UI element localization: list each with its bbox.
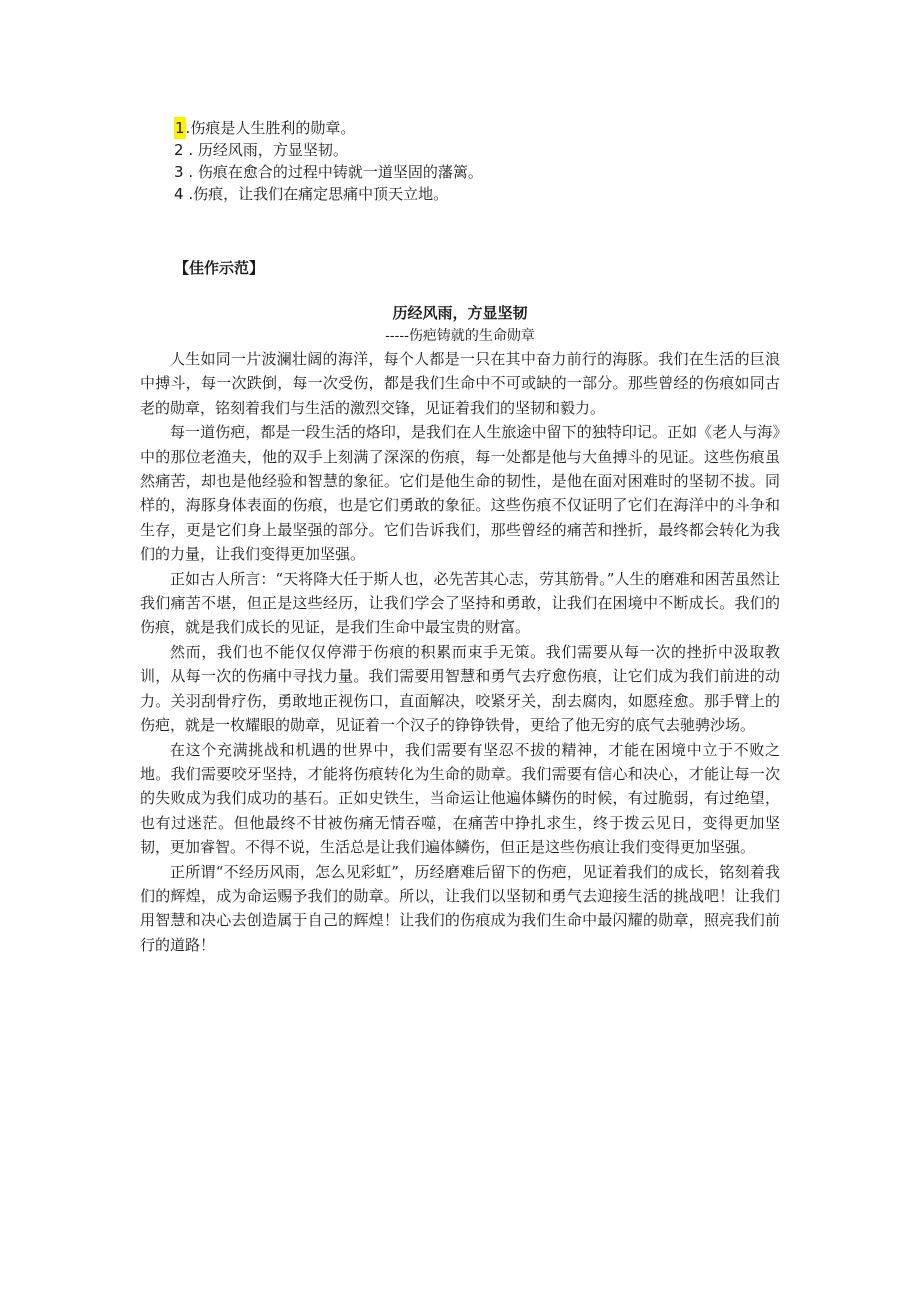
- list-item: [174, 117, 734, 139]
- item-number-highlighted: 1: [175, 119, 185, 137]
- essay-paragraph: 人生如同一片波澜壮阔的海洋，每个人都是一只在其中奋力前行的海豚。我们在生活的巨浪中搏斗，每一次跌倒，每一次受伤，都是我们生命中不可或缺的一部分。那些曾经的伤痕如同古老的勋章，铭刻着我们与生活的激烈交锋，见证着我们的坚韧和毅力。: [140, 350, 780, 417]
- essay-title: 历经风雨，方显坚韧: [392, 304, 528, 322]
- list-item: [174, 139, 734, 161]
- list-item: [174, 161, 734, 183]
- item-text: .伤痕，让我们在痛定思痛中顶天立地。: [183, 185, 449, 203]
- essay-body: [140, 347, 780, 957]
- item-number: 2: [174, 141, 184, 159]
- essay-paragraph: 在这个充满挑战和机遇的世界中，我们需要有坚忍不拔的精神，才能在困境中立于不败之地。我们需要咬牙坚持，才能将伤痕转化为生命的勋章。我们需要有信心和决心，才能让每一次的失败成为我们成功的基石。正如史铁生，当命运让他遍体鳞伤的时候，有过脆弱，有过绝望，也有过迷茫。但他最终不甘被伤痛无情吞噬，在痛苦中挣扎求生，终于拨云见日，变得更加坚韧，更加睿智。不得不说，生活总是让我们遍体鳞伤，但正是这些伤痕让我们变得更加坚强。: [140, 740, 780, 857]
- item-text: . 历经风雨，方显坚韧。: [183, 141, 348, 159]
- essay-paragraph: 正所谓“不经历风雨，怎么见彩虹”，历经磨难后留下的伤疤，见证着我们的成长，铭刻着我们的辉煌，成为命运赐予我们的勋章。所以，让我们以坚韧和勇气去迎接生活的挑战吧！让我们用智慧和决心去创造属于自己的辉煌！让我们的伤痕成为我们生命中最闪耀的勋章，照亮我们前行的道路！: [140, 862, 780, 954]
- item-number: 3: [174, 163, 184, 181]
- item-text: . 伤痕在愈合的过程中铸就一道坚固的藩篱。: [183, 163, 483, 181]
- item-text: .伤痕是人生胜利的勋章。: [185, 119, 356, 137]
- essay-paragraph: 每一道伤疤，都是一段生活的烙印，是我们在人生旅途中留下的独特印记。正如《老人与海》中的那位老渔夫，他的双手上刻满了深深的伤痕，每一处都是他与大鱼搏斗的见证。这些伤痕虽然痛苦，却也是他经验和智慧的象征。它们是他生命的韧性，是他在面对困难时的坚韧不拔。同样的，海豚身体表面的伤痕，也是它们勇敢的象征。这些伤痕不仅证明了它们在海洋中的斗争和生存，更是它们身上最坚强的部分。它们告诉我们，那些曾经的痛苦和挫折，最终都会转化为我们的力量，让我们变得更加坚强。: [140, 423, 780, 564]
- section-heading: 【佳作示范】: [174, 259, 265, 277]
- essay-paragraph: 然而，我们也不能仅仅停滞于伤痕的积累而束手无策。我们需要从每一次的挫折中汲取教训，从每一次的伤痛中寻找力量。我们需要用智慧和勇气去疗愈伤痕，让它们成为我们前进的动力。关羽刮骨疗伤，勇敢地正视伤口，直面解决，咬紧牙关，刮去腐肉，如愿痊愈。那手臂上的伤疤，就是一枚耀眼的勋章，见证着一个汉子的铮铮铁骨，更给了他无穷的底气去驰骋沙场。: [140, 642, 780, 735]
- item-number: 4: [174, 185, 184, 203]
- key-points-list: [174, 117, 734, 205]
- list-item: [174, 183, 734, 205]
- essay-subtitle: -----伤疤铸就的生命勋章: [385, 328, 535, 344]
- essay-paragraph: 正如古人所言：“天将降大任于斯人也，必先苦其心志，劳其筋骨。”人生的磨难和困苦虽然让我们痛苦不堪，但正是这些经历，让我们学会了坚持和勇敢，让我们在困境中不断成长。我们的伤痕，就是我们成长的见证，是我们生命中最宝贵的财富。: [140, 569, 780, 637]
